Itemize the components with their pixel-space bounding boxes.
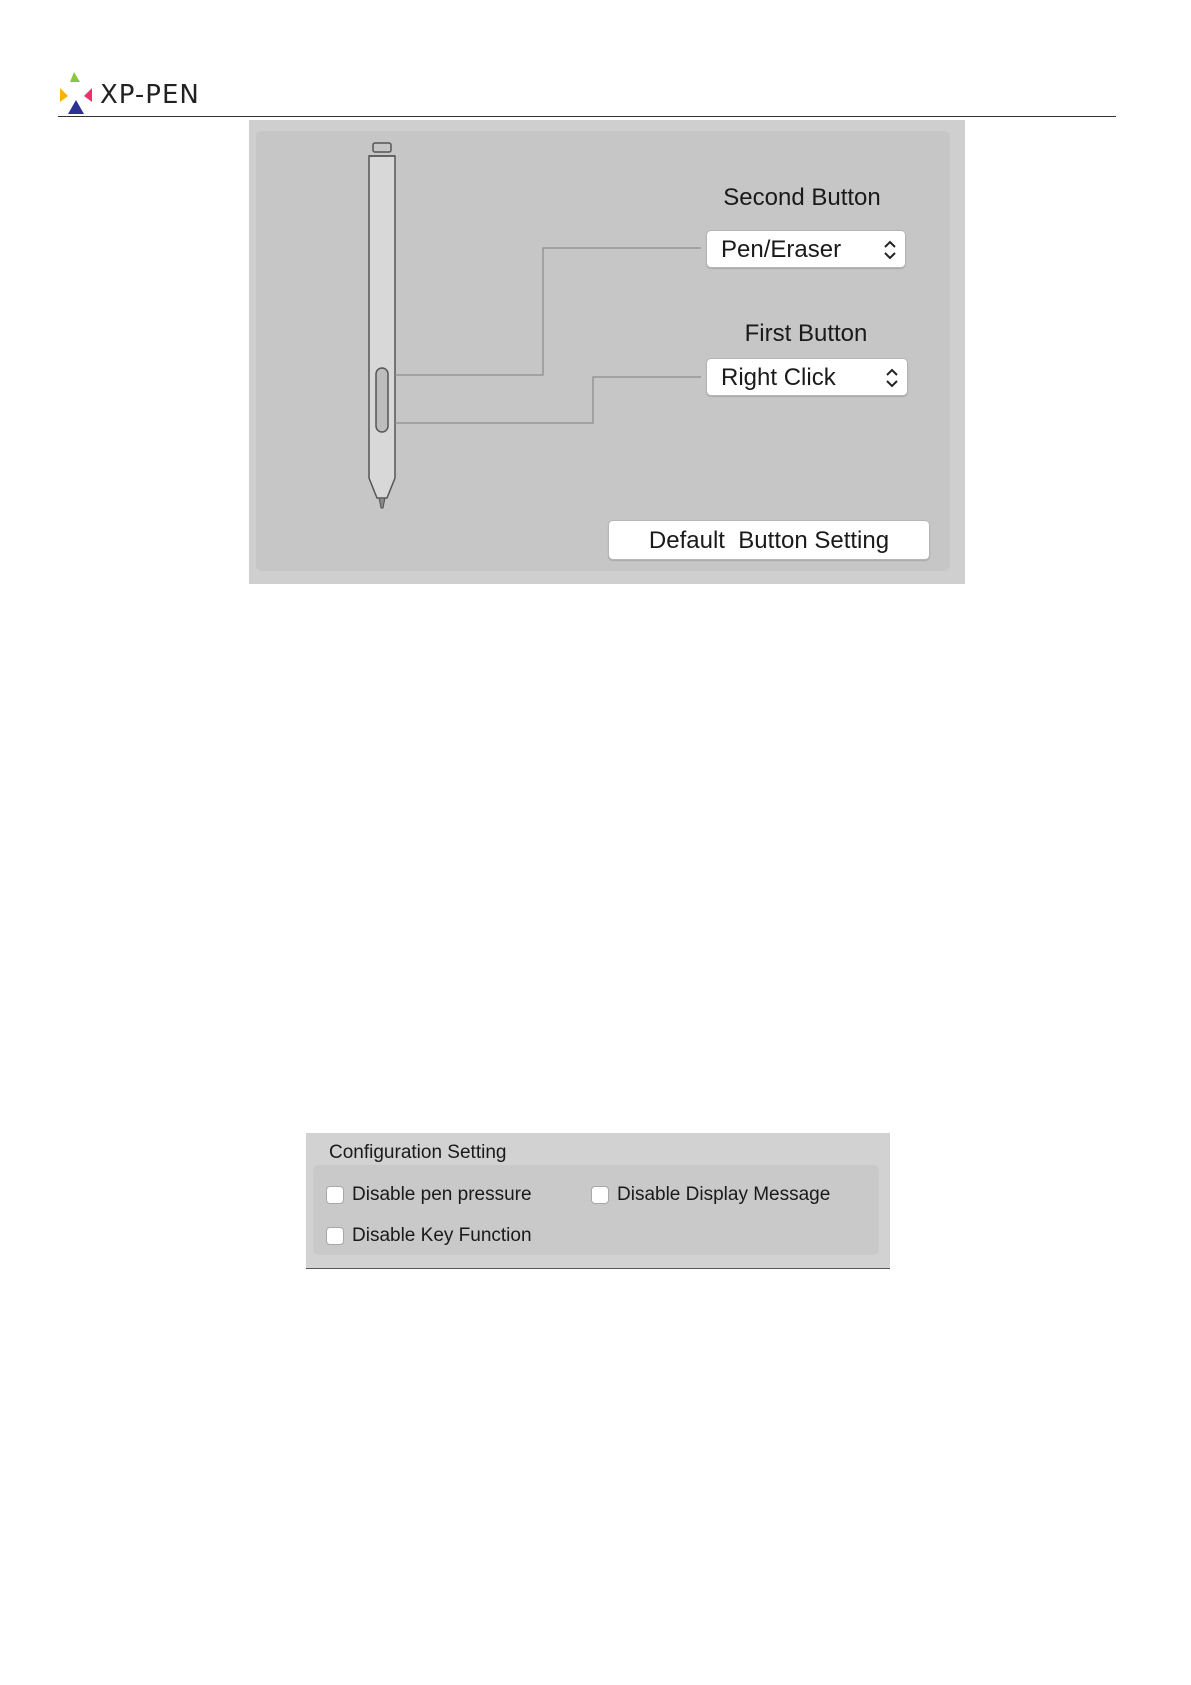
xp-pen-logo [58,72,218,114]
updown-chevron-icon [885,367,899,389]
disable-key-function-option[interactable] [326,1225,532,1247]
first-button-select[interactable] [706,358,908,396]
disable-display-message-checkbox[interactable] [591,1186,609,1204]
default-button-setting-button[interactable]: Default Button Setting [608,520,930,560]
logo-icon [58,72,98,114]
disable-key-function-checkbox[interactable] [326,1227,344,1245]
disable-display-message-option[interactable] [591,1184,830,1206]
second-button-select[interactable] [706,230,906,268]
first-button-value: Right Click [721,364,836,391]
disable-pen-pressure-checkbox[interactable] [326,1186,344,1204]
configuration-divider [306,1268,890,1269]
disable-pen-pressure-option[interactable] [326,1184,532,1206]
second-button-value: Pen/Eraser [721,236,842,263]
disable-pen-pressure-label: Disable pen pressure [352,1184,532,1205]
header-divider [58,116,1116,117]
updown-chevron-icon [883,239,897,261]
second-button-label: Second Button [723,184,881,211]
first-button-label: First Button [744,320,868,347]
configuration-title: Configuration Setting [329,1142,507,1163]
disable-display-message-label: Disable Display Message [617,1184,831,1205]
disable-key-function-label: Disable Key Function [352,1225,532,1246]
logo-text: XP-PEN [100,80,200,110]
